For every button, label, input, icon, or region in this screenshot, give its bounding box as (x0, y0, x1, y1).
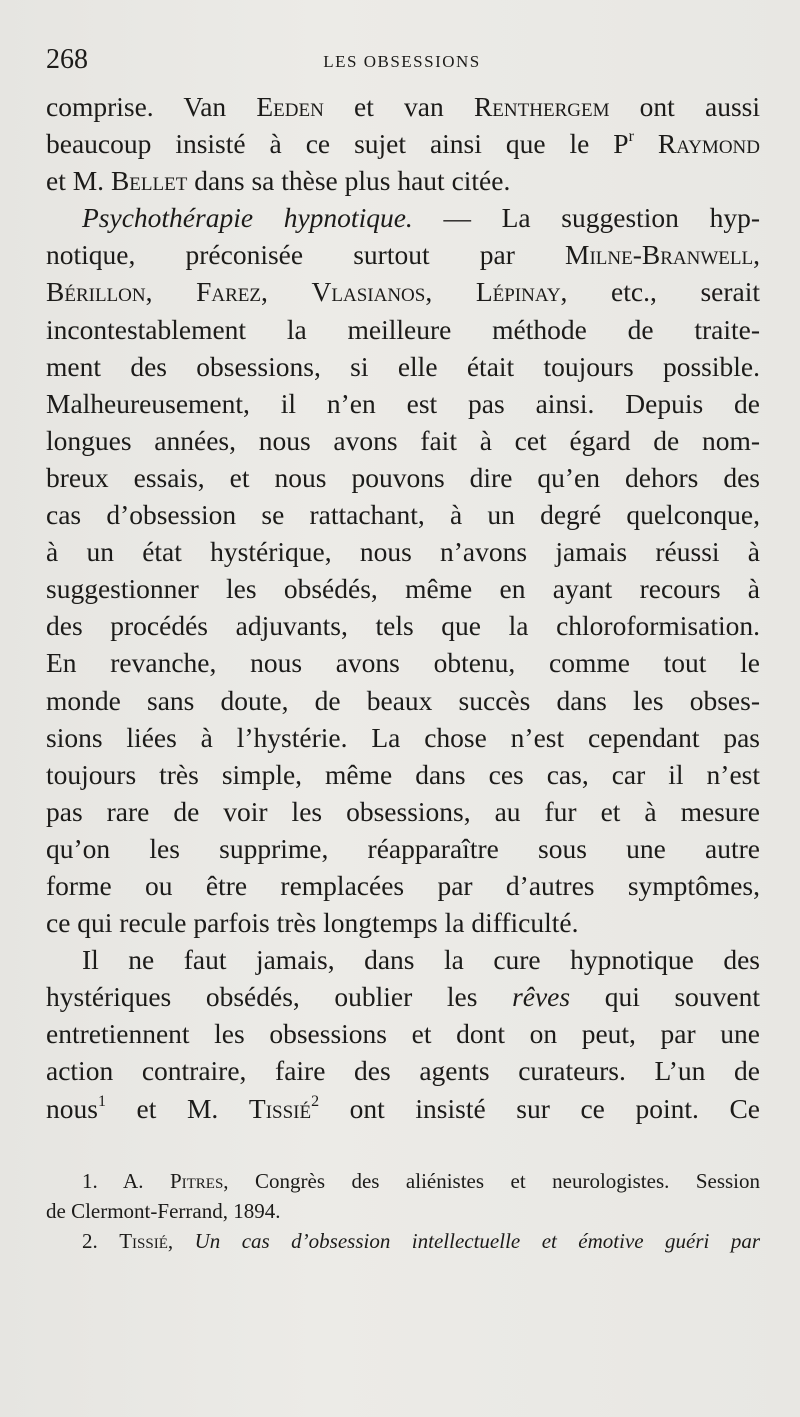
emphasis: rêves (512, 981, 571, 1013)
text-line: breux essais, et nous pouvons dire qu’en dehors des (46, 461, 760, 493)
author-name: Bellet (110, 165, 188, 197)
text-line: toujours très simple, même dans ces cas, car il n’est (46, 758, 760, 790)
text-line: nous$^1$ et M. Tissié$^2$ ont insisté sur ce point. Ce (46, 1092, 760, 1124)
text-line: monde sans doute, de beaux succès dans les obses- (46, 684, 760, 716)
text-line: qu’on les supprime, réapparaître sous une autre (46, 832, 760, 864)
text-line: sions liées à l’hystérie. La chose n’est cependant pas (46, 721, 760, 753)
text-line: longues années, nous avons fait à cet égard de nom- (46, 424, 760, 456)
author-name: Vlasianos (311, 276, 426, 308)
main-text (46, 88, 760, 1127)
page-number: 268 (46, 44, 88, 75)
text-line: à un état hystérique, nous n’avons jamais réussi à (46, 536, 760, 568)
text-line: Bérillon, Farez, Vlasianos, Lépinay, etc., serait (46, 276, 761, 308)
section-heading: Psychothérapie hypnotique. (82, 202, 413, 234)
text-line: forme ou être remplacées par d’autres symptômes, (46, 869, 760, 901)
text-line: pas rare de voir les obsessions, au fur et à mesure (46, 795, 760, 827)
author-name: Tissié (248, 1092, 312, 1124)
text-line: ce qui recule parfois très longtemps la difficulté. (46, 907, 579, 939)
text-line: hystériques obsédés, oublier les rêves qui souvent (46, 981, 760, 1013)
footnotes (46, 1166, 760, 1256)
author-name: Lépinay (475, 276, 561, 308)
footnote-ref: 2 (311, 1092, 320, 1110)
superscript: r (628, 128, 634, 146)
text-line: action contraire, faire des agents curateurs. L’un de (46, 1055, 760, 1087)
text-line: notique, préconisée surtout par Milne-Branwell, (46, 239, 760, 271)
text-line: Il ne faut jamais, dans la cure hypnotique des (82, 944, 760, 976)
author-name: Renthergem (473, 91, 610, 122)
text-line: beaucoup insisté à ce sujet ainsi que le P$^r$ Raymond (46, 128, 760, 160)
text-line: des procédés adjuvants, tels que la chloroformisation. (46, 610, 760, 642)
author-name: Milne-Branwell, (565, 239, 760, 271)
text-line: comprise. Van Eeden et van Renthergem ont aussi (46, 91, 761, 122)
footnote-ref: 1 (97, 1092, 106, 1110)
author-name: Pitres (169, 1169, 224, 1193)
cited-title: Un cas d’obsession intellectuelle et émotive guéri par (194, 1229, 761, 1253)
text-line: Psychothérapie hypnotique. — La suggestion hyp- (82, 202, 760, 234)
text-line: entretiennent les obsessions et dont on peut, par une (46, 1018, 760, 1050)
running-title: LES OBSESSIONS (323, 52, 481, 71)
page-header (46, 44, 758, 80)
author-name: Farez (196, 276, 262, 308)
footnote: 1. A. Pitres, Congrès des aliénistes et neurologistes. Session (82, 1169, 760, 1193)
text-line: incontestablement la meilleure méthode de traite- (46, 313, 760, 345)
author-name: Tissié (119, 1229, 168, 1253)
footnote: 2. Tissié, Un cas d’obsession intellectuelle et émotive guéri par (82, 1229, 761, 1253)
text-line: suggestionner les obsédés, même en ayant recours à (46, 573, 760, 605)
author-name: Bérillon (46, 276, 146, 308)
text-line: cas d’obsession se rattachant, à un degré quelconque, (46, 499, 760, 531)
text-line: ment des obsessions, si elle était toujours possible. (46, 350, 760, 382)
text-line: Malheureusement, il n’en est pas ainsi. Depuis de (46, 387, 760, 419)
footnote-continuation: de Clermont-Ferrand, 1894. (46, 1199, 281, 1223)
author-name: Eeden (256, 91, 324, 122)
text-line: et M. Bellet dans sa thèse plus haut citée. (46, 165, 511, 197)
author-name: Raymond (657, 128, 760, 160)
text-line: En revanche, nous avons obtenu, comme tout le (46, 647, 760, 679)
